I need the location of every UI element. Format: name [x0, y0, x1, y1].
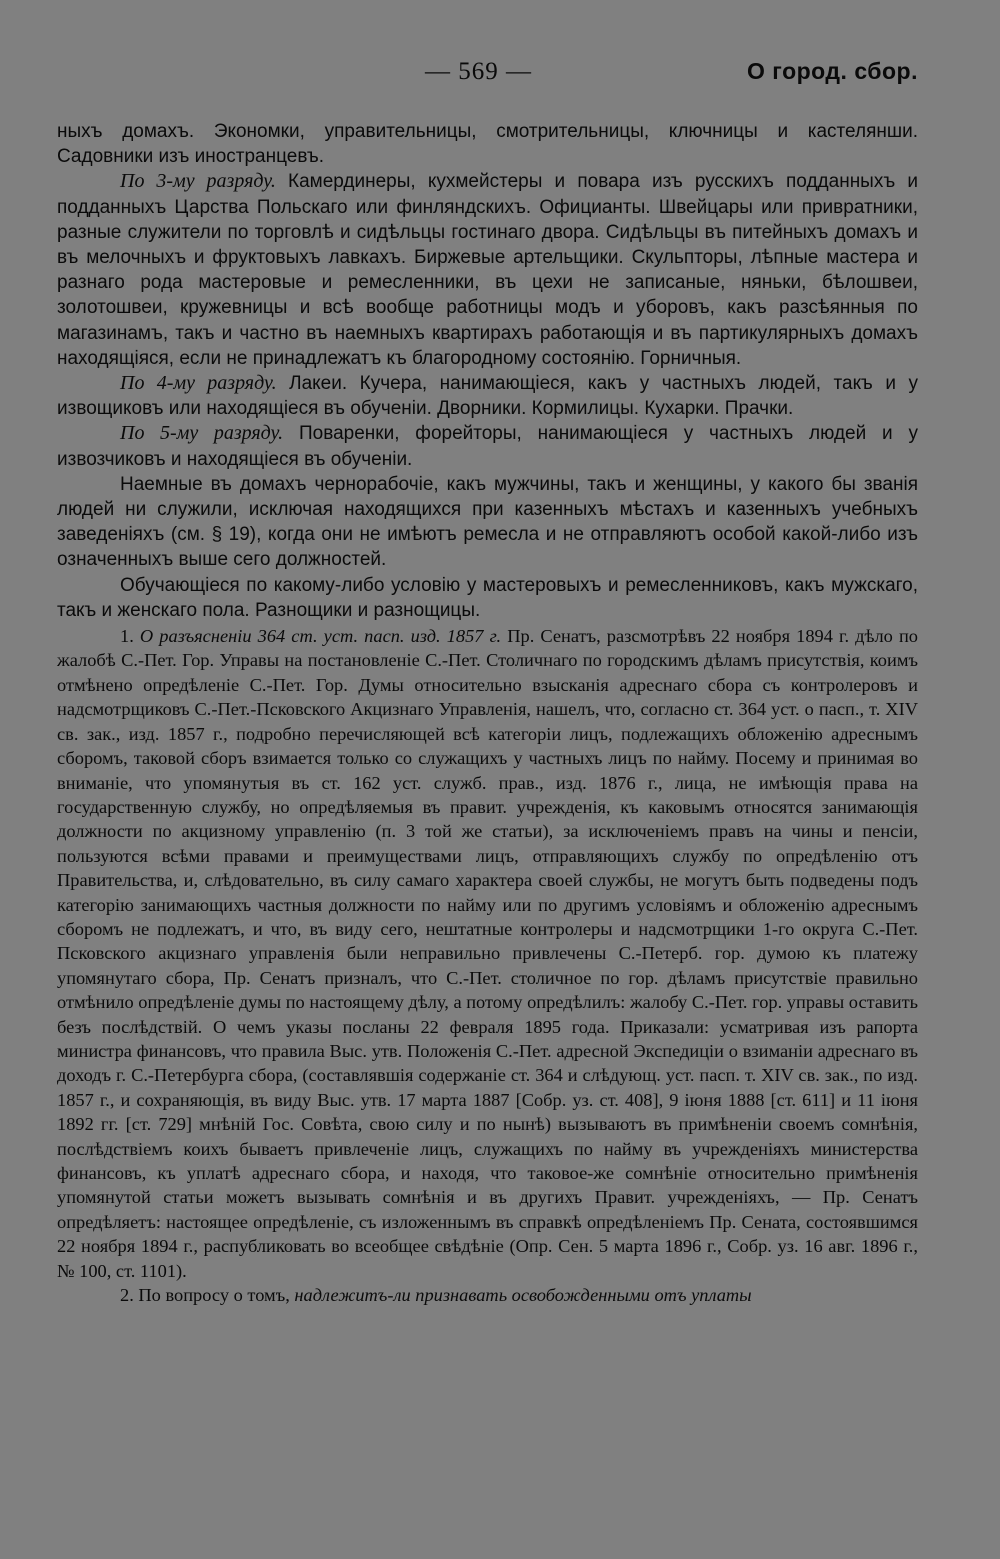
ruling-heading: надлежитъ-ли признавать освобожденными отъ уплаты: [294, 1285, 752, 1306]
ruling-number: 1.: [120, 626, 140, 647]
section-categories: [57, 119, 918, 623]
paragraph-text: Камердинеры, кухмейстеры и повара изъ русскихъ подданныхъ и подданныхъ Царства Польскаго или финляндскихъ. Официанты. Швейцары или привратники, разные служители по торговлѣ и сидѣльцы гостинаго двора. Сидѣльцы въ питейныхъ домахъ и въ мелочныхъ и фруктовыхъ лавкахъ. Биржевые артельщики. Скульпторы, лѣпные мастера и разнаго рода мастеровые и ремесленники, въ цехи не записаные, няньки, бѣлошвеи, золотошвеи, кружевницы и всѣ вообще работницы модъ и уборовъ, какъ разсѣянныя по магазинамъ, такъ и частно въ наемныхъ квартирахъ работающія и въ партикулярныхъ домахъ находящіяся, если не принадлежатъ къ благородному состоянію. Горничныя.: [57, 171, 918, 369]
paragraph-text: Лакеи. Кучера, нанимающіеся, какъ у частныхъ людей, такъ и у извощиковъ или находящіеся въ обученіи. Дворники. Кормилицы. Кухарки. Прачки.: [57, 373, 918, 420]
category-heading: По 5-му разряду.: [120, 422, 284, 445]
paragraph-text: ныхъ домахъ. Экономки, управительницы, смотрительницы, ключницы и кастелянши. Садовники изъ иностранцевъ.: [57, 121, 918, 168]
paragraph-category-4: [57, 371, 918, 421]
paragraph-text: Поваренки, форейторы, нанимающіеся у частныхъ людей и у извозчиковъ и находящіеся въ обученіи.: [57, 423, 918, 470]
paragraph-text: 2. По вопросу о томъ,: [120, 1285, 295, 1306]
category-heading: По 3-му разряду.: [120, 170, 276, 193]
running-title: О город. сбор.: [747, 58, 918, 84]
paragraph-ruling-2: [57, 1283, 918, 1307]
page-header: [0, 58, 1000, 92]
body-text: [57, 119, 918, 1307]
paragraph-continuation: [57, 119, 918, 169]
paragraph-ruling-1: [57, 624, 918, 1283]
paragraph-text: Обучающіеся по какому-либо условію у мастеровыхъ и ремесленниковъ, какъ мужскаго, такъ и женскаго пола. Разнощики и разнощицы.: [57, 574, 918, 621]
section-rulings: [57, 624, 918, 1307]
paragraph-apprentices: [57, 573, 918, 623]
category-heading: По 4-му разряду.: [120, 372, 277, 395]
ruling-heading: О разъясненіи 364 ст. уст. пасп. изд. 1857 г.: [139, 626, 502, 647]
paragraph-text: Пр. Сенатъ, разсмотрѣвъ 22 ноября 1894 г. дѣло по жалобѣ С.-Пет. Гор. Управы на постановленіе С.-Пет. Столичнаго по городскимъ дѣламъ присутствія, коимъ отмѣнено опредѣленіе С.-Пет. Гор. Думы относительно взысканія адреснаго сбора съ контролеровъ и надсмотрщиковъ С.-Пет.-Псковского Акцизнаго Управленія, нашелъ, что, согласно ст. 364 уст. о пасп., т. XIV св. зак., изд. 1857 г., подробно перечисляющей всѣ категоріи лицъ, подлежащихъ обложенію адреснымъ сборомъ, таковой сборъ взимается только со служащихъ у частныхъ лицъ по найму. Посему и принимая во вниманіе, что упомянутыя въ ст. 162 уст. служб. прав., изд. 1876 г., лица, не имѣющія права на государственную службу, но опредѣляемыя въ правит. учрежденія, къ каковымъ относятся занимающія должности по акцизному управленію (п. 3 той же статьи), за исключеніемъ правъ на чины и пенсіи, пользуются всѣми правами и преимуществами лицъ, отправляющихъ службу по опредѣленію отъ Правительства, и, слѣдовательно, въ силу самаго характера своей службы, не могутъ быть подведены подъ категорію занимающихъ частныя должности по найму или по другимъ условіямъ и обложенію адреснымъ сборомъ не подлежатъ, и что, въ виду сего, нештатные контролеры и надсмотрщики 1-го округа С.-Пет. Псковского акцизнаго управленія были неправильно привлечены С.-Петерб. гор. думою къ платежу упомянутаго сбора, Пр. Сенатъ призналъ, что С.-Пет. столичное по гор. дѣламъ присутствіе правильно отмѣнило опредѣленіе думы по настоящему дѣлу, а потому опредѣлилъ: жалобу С.-Пет. гор. управы оставить безъ послѣдствій. О чемъ указы посланы 22 февраля 1895 года. Приказали: усматривая изъ рапорта министра финансовъ, что правила Выс. утв. Положенія С.-Пет. адресной Экспедиціи о взиманіи адреснаго въ доходъ г. С.-Петербурга сбора, (составлявшія содержаніе ст. 364 и слѣдующ. уст. пасп. т. XIV св. зак., по изд. 1857 г., и сохраняющія, въ виду Выс. утв. 17 марта 1887 [Собр. уз. ст. 408], 9 іюня 1888 [ст. 611] и 11 іюня 1892 гг. [ст. 729] мнѣній Гос. Совѣта, свою силу и по нынѣ) вызываютъ въ примѣненіи своемъ сомнѣнія, послѣдствіемъ коихъ бываетъ привлеченіе лицъ, служащихъ по найму въ учрежденіяхъ министерства финансовъ, къ уплатѣ адреснаго сбора, и находя, что таковое-же сомнѣніе относительно примѣненія упомянутой статьи можетъ вызывать сомнѣнія и въ другихъ Правит. учрежденіяхъ, — Пр. Сенатъ опредѣляетъ: настоящее опредѣленіе, съ изложеннымъ въ справкѣ опредѣленіемъ Пр. Сената, состоявшимся 22 ноября 1894 г., распубликовать во всеобщее свѣдѣніе (Опр. Сен. 5 марта 1896 г., Собр. уз. 16 авг. 1896 г., № 100, ст. 1101).: [57, 626, 919, 1281]
paragraph-category-5: [57, 421, 918, 471]
paragraph-text: Наемные въ домахъ чернорабочіе, какъ мужчины, такъ и женщины, у какого бы званія людей ни служили, исключая находящихся при казенныхъ мѣстахъ и казенныхъ учебныхъ заведеніяхъ (см. § 19), когда они не имѣютъ ремесла и не отправляютъ особой какой-либо изъ означенныхъ выше сего должностей.: [57, 473, 918, 571]
paragraph-category-3: [57, 169, 918, 371]
paragraph-laborers: [57, 472, 918, 573]
page-number: — 569 —: [425, 58, 532, 85]
